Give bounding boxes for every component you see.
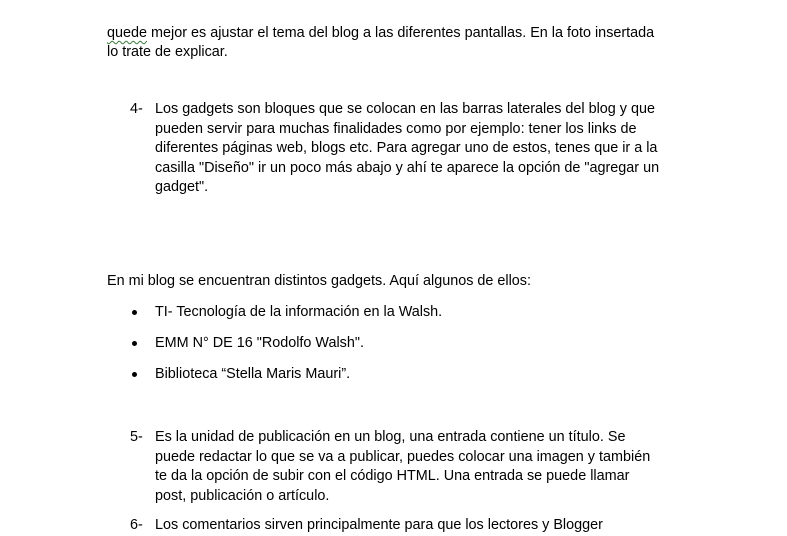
item-body: [155, 100, 690, 198]
item-line: Los comentarios sirven principalmente para que los lectores y Blogger: [155, 517, 603, 533]
numbered-item-4: [130, 100, 690, 198]
item-line: gadget".: [155, 179, 209, 195]
intro-line-2: lo trate de explicar.: [107, 44, 228, 60]
item-line: post, publicación o artículo.: [155, 487, 330, 504]
item-body: [155, 428, 690, 506]
item-body: [155, 516, 690, 536]
intro-paragraph: [107, 24, 677, 62]
numbered-item-6: [130, 516, 690, 536]
numbered-item-5: [130, 428, 690, 506]
bullet-text: TI- Tecnología de la información en la Walsh.: [155, 304, 443, 320]
item-line: casilla "Diseño" ir un poco más abajo y ahí te aparece la opción de "agregar un: [155, 159, 660, 176]
bullet-item: [130, 334, 364, 353]
item-number: 5-: [130, 429, 143, 445]
item-line: te da la opción de subir con el código HTML. Una entrada se puede llamar: [155, 468, 630, 484]
item-line: Es la unidad de publicación en un blog, una entrada contiene un título. Se: [155, 429, 626, 445]
intro-line-1-text: mejor es ajustar el tema del blog a las diferentes pantallas. En la foto insertada: [147, 25, 655, 41]
bullet-dot: [132, 310, 137, 315]
bullet-text: EMM N° DE 16 "Rodolfo Walsh".: [155, 335, 364, 351]
item-number: 6-: [130, 517, 143, 533]
item-line: pueden servir para muchas finalidades como por ejemplo: tener los links de: [155, 120, 637, 137]
item-line: Los gadgets son bloques que se colocan en las barras laterales del blog y que: [155, 101, 656, 117]
item-number: 4-: [130, 101, 143, 117]
bullet-dot: [132, 372, 137, 377]
gadgets-intro: En mi blog se encuentran distintos gadgets. Aquí algunos de ellos:: [107, 273, 532, 289]
bullet-text: Biblioteca “Stella Maris Mauri”.: [155, 366, 351, 382]
item-line: diferentes páginas web, blogs etc. Para agregar uno de estos, tenes que ir a la: [155, 140, 658, 156]
bullet-dot: [132, 341, 137, 346]
bullet-item: [130, 365, 350, 384]
bullet-item: [130, 303, 442, 322]
intro-line-1: [107, 24, 677, 43]
item-line: puede redactar lo que se va a publicar, puedes colocar una imagen y también: [155, 448, 651, 465]
spellcheck-word: quede: [107, 25, 148, 41]
